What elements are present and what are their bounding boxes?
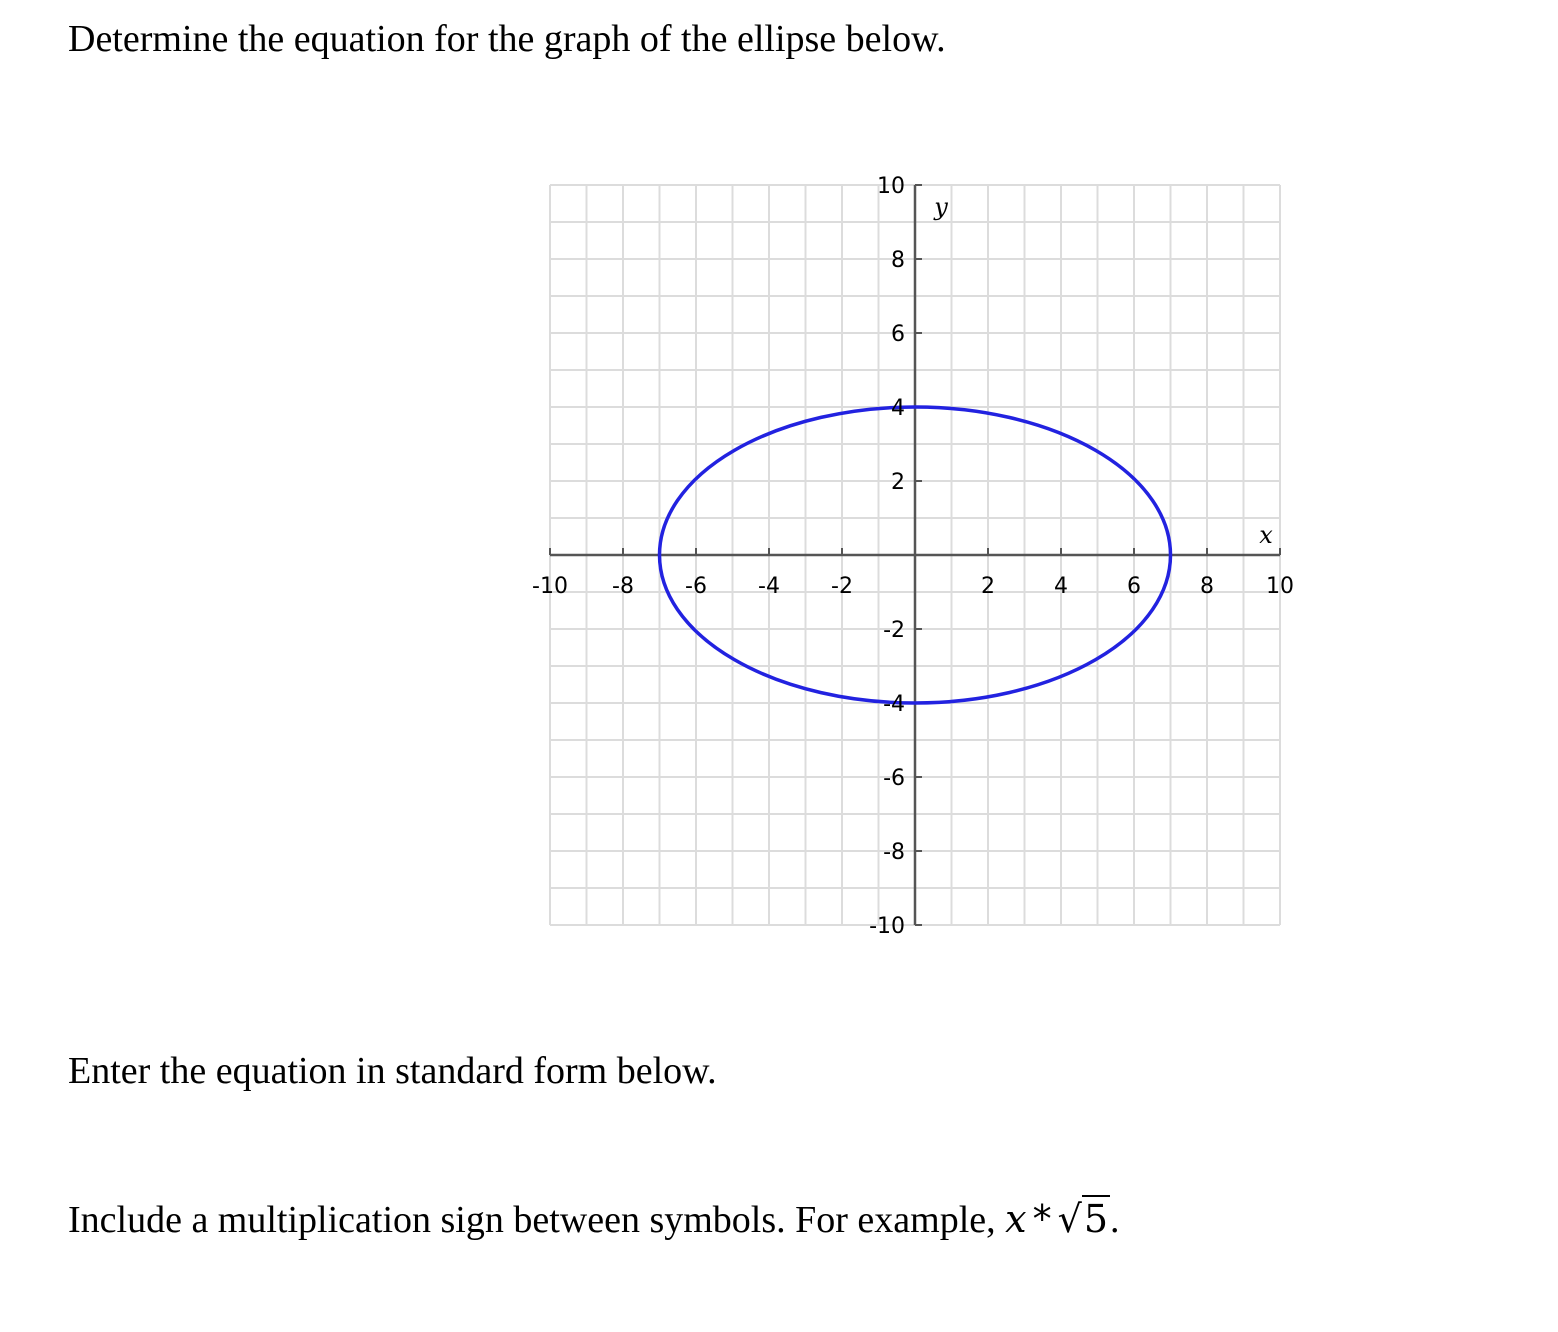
sqrt-sign: √ <box>1057 1197 1082 1241</box>
y-tick-label: -2 <box>883 618 905 643</box>
y-axis-label: y <box>934 193 948 221</box>
x-tick-label: -2 <box>831 574 853 599</box>
y-tick-label: -10 <box>869 914 905 939</box>
y-tick-label: 6 <box>891 322 905 347</box>
x-tick-label: -10 <box>532 574 568 599</box>
example-sqrt <box>1058 1194 1110 1244</box>
sqrt-argument: 5 <box>1083 1197 1108 1241</box>
example-period: . <box>1110 1199 1120 1241</box>
x-tick-label: 2 <box>981 574 995 599</box>
y-tick-label: 10 <box>877 174 905 199</box>
question-text: Determine the equation for the graph of the ellipse below. <box>68 18 946 60</box>
y-tick-label: 2 <box>891 470 905 495</box>
y-tick-label: -4 <box>883 692 905 717</box>
x-axis-label: x <box>1259 521 1273 549</box>
x-tick-label: 8 <box>1200 574 1214 599</box>
x-tick-label: -4 <box>758 574 780 599</box>
instruction-multiplication <box>68 1194 1120 1245</box>
x-tick-label: 6 <box>1127 574 1141 599</box>
ellipse-graph <box>500 150 1320 950</box>
y-tick-label: 8 <box>891 248 905 273</box>
tick-labels <box>532 174 1294 939</box>
y-tick-label: -8 <box>883 840 905 865</box>
example-operator: * <box>1032 1197 1052 1241</box>
y-tick-label: 4 <box>891 396 905 421</box>
example-variable: x <box>1005 1197 1027 1241</box>
instruction-standard-form: Enter the equation in standard form below. <box>68 1050 717 1092</box>
x-tick-label: -8 <box>612 574 634 599</box>
y-tick-label: -6 <box>883 766 905 791</box>
x-tick-label: -6 <box>685 574 707 599</box>
x-tick-label: 4 <box>1054 574 1068 599</box>
x-tick-label: 10 <box>1266 574 1294 599</box>
instruction-prefix: Include a multiplication sign between symbols. For example, <box>68 1199 996 1241</box>
